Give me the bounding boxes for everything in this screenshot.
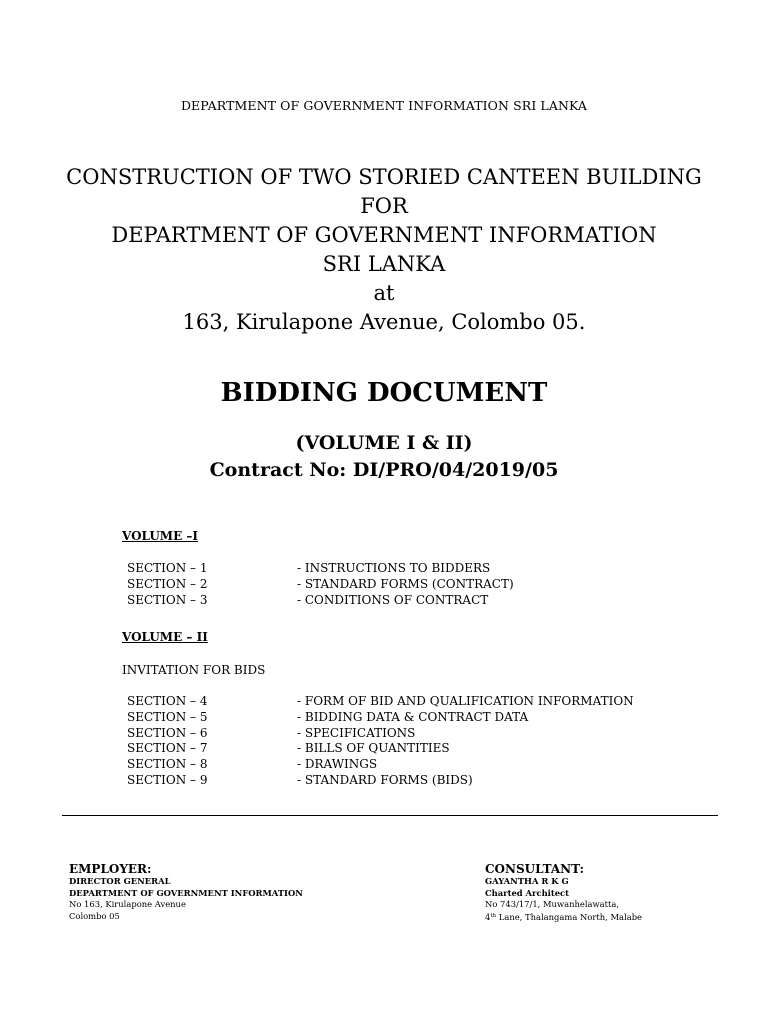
section-row xyxy=(127,561,687,577)
consultant-line-4-sup: th xyxy=(490,912,497,919)
section-name: SECTION – 9 xyxy=(127,773,208,787)
section-desc: - INSTRUCTIONS TO BIDDERS xyxy=(297,561,491,575)
section-name: SECTION – 8 xyxy=(127,757,208,771)
employer-line-2: DEPARTMENT OF GOVERNMENT INFORMATION xyxy=(69,887,303,898)
consultant-block xyxy=(485,862,642,923)
section-desc: - BIDDING DATA & CONTRACT DATA xyxy=(297,710,529,724)
title-line-3: DEPARTMENT OF GOVERNMENT INFORMATION xyxy=(111,223,657,247)
section-desc: - SPECIFICATIONS xyxy=(297,726,416,740)
section-row xyxy=(127,710,687,726)
volume-1-heading: VOLUME –I xyxy=(122,529,199,543)
consultant-label: CONSULTANT: xyxy=(485,862,585,876)
department-header: DEPARTMENT OF GOVERNMENT INFORMATION SRI LANKA xyxy=(180,98,588,113)
consultant-line-2: Charted Architect xyxy=(485,887,570,898)
section-row xyxy=(127,577,687,593)
section-row xyxy=(127,757,687,773)
section-row xyxy=(127,694,687,710)
section-name: SECTION – 2 xyxy=(127,577,208,591)
section-desc: - CONDITIONS OF CONTRACT xyxy=(297,593,489,607)
section-row xyxy=(127,741,687,757)
document-heading: BIDDING DOCUMENT xyxy=(220,378,548,408)
consultant-line-3: No 743/17/1, Muwanhelawatta, xyxy=(485,899,620,909)
divider-line xyxy=(62,815,718,816)
section-name: SECTION – 1 xyxy=(127,561,208,575)
section-name: SECTION – 5 xyxy=(127,710,208,724)
employer-line-3: No 163, Kirulapone Avenue xyxy=(69,899,186,909)
section-desc: - DRAWINGS xyxy=(297,757,378,771)
employer-block xyxy=(69,862,303,922)
section-desc: - BILLS OF QUANTITIES xyxy=(297,741,450,755)
contract-number: Contract No: DI/PRO/04/2019/05 xyxy=(209,459,559,481)
consultant-line-4-rest: Lane, Thalangama North, Malabe xyxy=(496,911,643,922)
volume-2-heading: VOLUME – II xyxy=(122,630,208,644)
employer-line-4: Colombo 05 xyxy=(69,910,120,921)
consultant-line-4-num: 4 xyxy=(485,911,491,922)
volumes-label: (VOLUME I & II) xyxy=(295,432,473,454)
consultant-line-4 xyxy=(485,911,642,924)
section-name: SECTION – 7 xyxy=(127,741,208,755)
volume-contract-block xyxy=(0,430,768,484)
section-row xyxy=(127,726,687,742)
project-title xyxy=(0,163,768,337)
section-name: SECTION – 4 xyxy=(127,694,208,708)
employer-label: EMPLOYER: xyxy=(69,862,152,876)
section-desc: - STANDARD FORMS (CONTRACT) xyxy=(297,577,514,591)
section-desc: - STANDARD FORMS (BIDS) xyxy=(297,773,473,787)
title-line-2: FOR xyxy=(360,194,408,218)
section-row xyxy=(127,773,687,789)
title-line-5: at xyxy=(373,281,395,305)
title-line-1: CONSTRUCTION OF TWO STORIED CANTEEN BUILDING xyxy=(66,165,702,189)
invitation-for-bids: INVITATION FOR BIDS xyxy=(122,663,266,677)
section-name: SECTION – 3 xyxy=(127,593,208,607)
section-row xyxy=(127,593,687,609)
title-line-6: 163, Kirulapone Avenue, Colombo 05. xyxy=(182,310,586,334)
employer-line-1: DIRECTOR GENERAL xyxy=(69,876,171,886)
title-line-4: SRI LANKA xyxy=(322,252,446,276)
section-name: SECTION – 6 xyxy=(127,726,208,740)
consultant-line-1: GAYANTHA R K G xyxy=(485,876,569,886)
section-desc: - FORM OF BID AND QUALIFICATION INFORMATION xyxy=(297,694,634,708)
